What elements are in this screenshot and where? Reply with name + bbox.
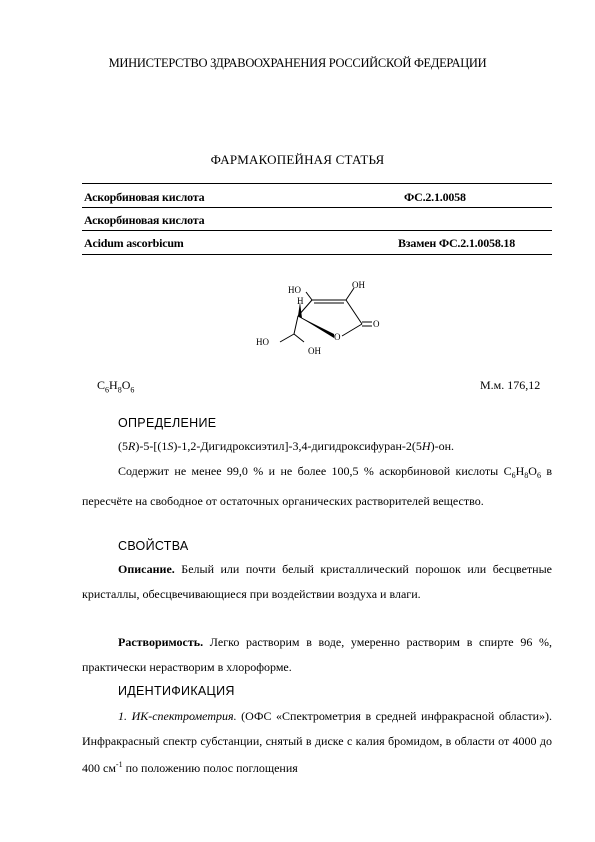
section-heading-identification: ИДЕНТИФИКАЦИЯ — [118, 684, 235, 698]
structure-label-ho-side: HO — [256, 337, 269, 347]
paragraph-solubility: Растворимость. Легко растворим в воде, умеренно растворим в спирте 96 %, практически нерастворим в хлороформе. — [82, 635, 552, 674]
structure-label-ho-top: HO — [288, 285, 301, 295]
name-russian: Аскорбиновая кислота — [84, 190, 205, 204]
title-block-top-rule — [82, 183, 552, 184]
section-heading-definition: ОПРЕДЕЛЕНИЕ — [118, 416, 217, 430]
structure-label-oh-top: OH — [352, 280, 365, 290]
structure-label-oh-side: OH — [308, 346, 321, 356]
article-code: ФС.2.1.0058 — [404, 190, 466, 204]
structure-label-h: H — [297, 296, 304, 306]
title-block-rule-2 — [82, 230, 552, 231]
paragraph-iupac-name: (5R)-5-[(1S)-1,2-Дигидроксиэтил]-3,4-дигидроксифуран-2(5H)-он. — [118, 439, 455, 453]
title-block-rule-1 — [82, 207, 552, 208]
article-title: ФАРМАКОПЕЙНАЯ СТАТЬЯ — [210, 152, 385, 167]
structure-label-o-carbonyl: O — [373, 319, 380, 329]
molecular-formula: $C_6H_8O_6$ — [97, 378, 135, 395]
ministry-header: МИНИСТЕРСТВО ЗДРАВООХРАНЕНИЯ РОССИЙСКОЙ ФЕДЕРАЦИИ — [108, 56, 487, 70]
replaces-code: Взамен ФС.2.1.0058.18 — [398, 236, 516, 250]
paragraph-description: Описание. Белый или почти белый кристаллический порошок или бесцветные кристаллы, обесцвечивающиеся при воздействии воздуха и влаги. — [82, 562, 552, 601]
structure-label-o-ring: O — [334, 332, 341, 342]
section-heading-properties: СВОЙСТВА — [118, 539, 189, 553]
name-russian-alt: Аскорбиновая кислота — [84, 213, 205, 227]
title-block-bottom-rule — [82, 254, 552, 255]
name-latin: Acidum ascorbicum — [84, 236, 184, 250]
molar-mass: М.м. 176,12 — [480, 378, 541, 392]
paragraph-ir-spectrometry: 1. ИК-спектрометрия. (ОФС «Спектрометрия в средней инфракрасной области»). Инфракрасный спектр субстанции, снятый в диске с калия бромидом, в области от 4000 до 400 $см^{-1}$ по положению полос поглощения — [82, 709, 552, 775]
paragraph-content: Содержит не менее 99,0 % и не более 100,5 % аскорбиновой кислоты $C_6H_8O_6$ в пересчёте на свободное от остаточных органических растворителей вещество. — [82, 464, 552, 508]
structural-formula — [250, 276, 410, 366]
